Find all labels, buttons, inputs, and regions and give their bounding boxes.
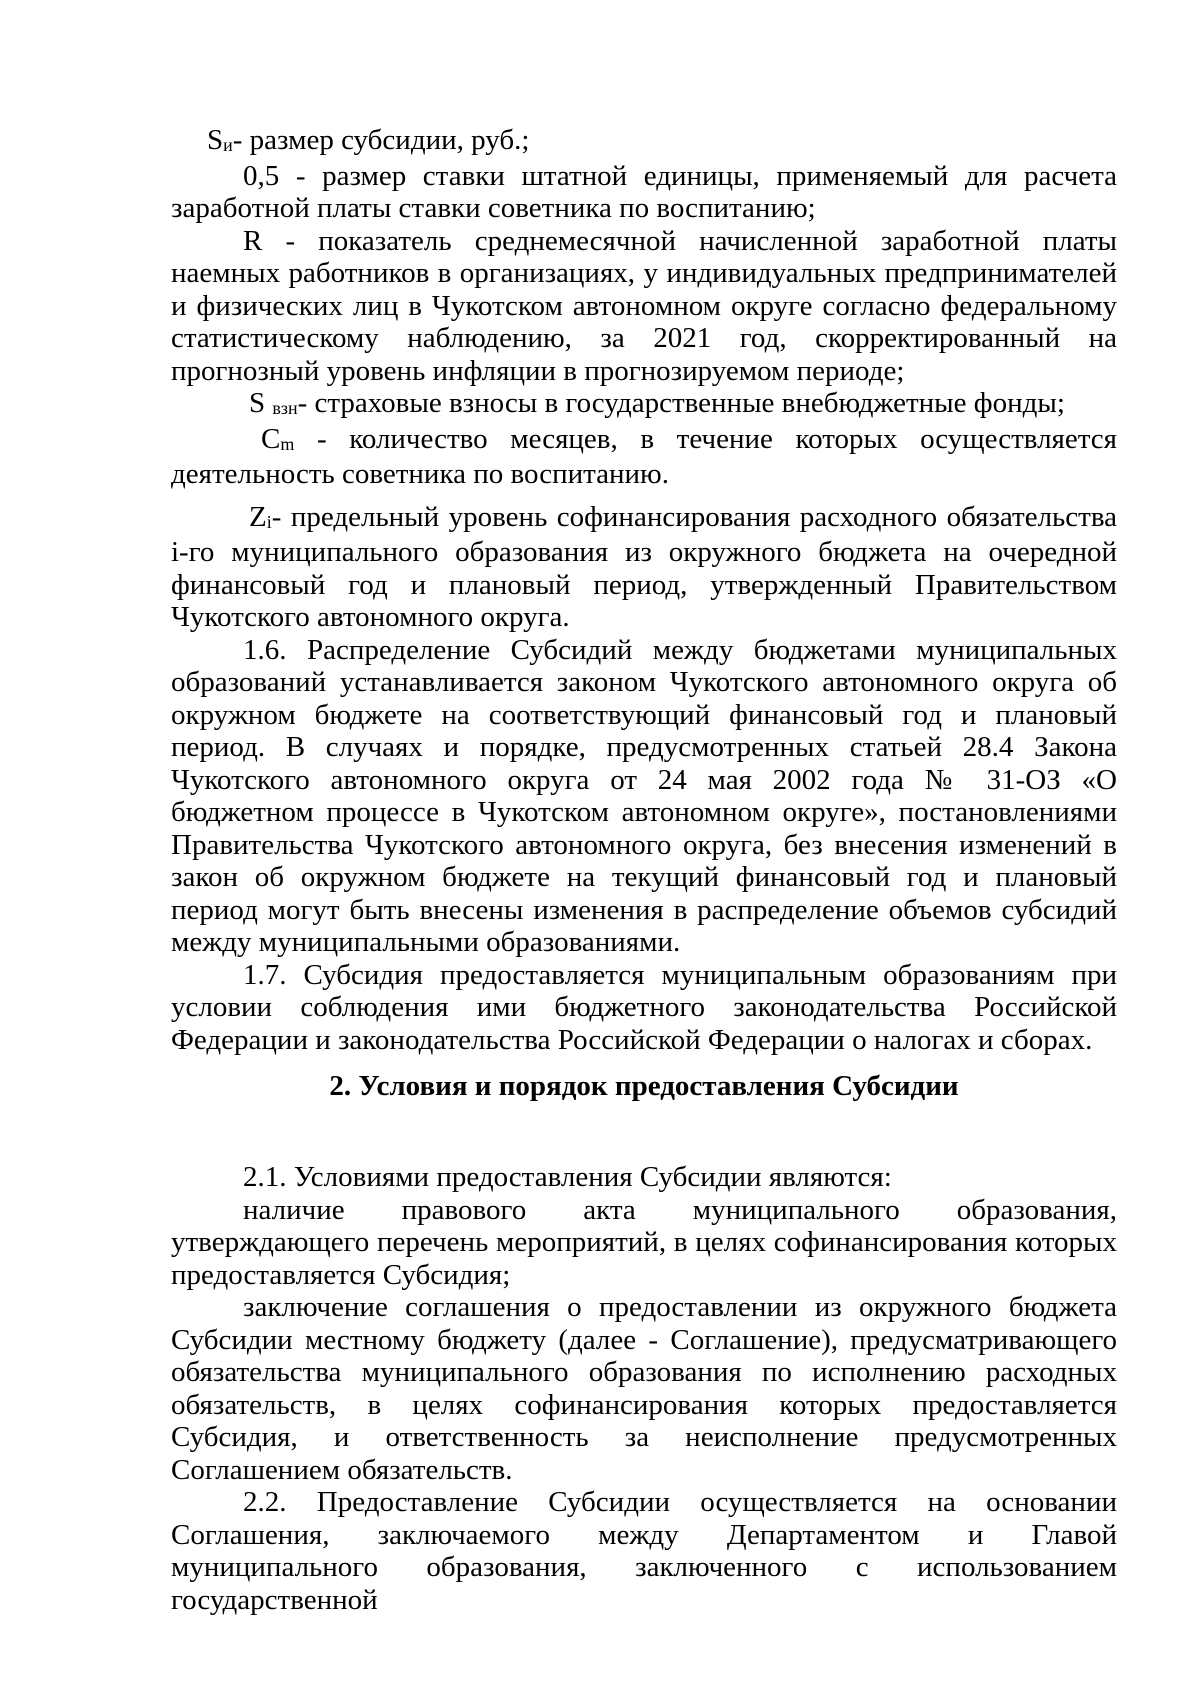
definition-cm-text: - количество месяцев, в течение которых осуществляется деятельность советника по воспитанию. (171, 422, 1117, 490)
symbol-zi-subscript: i (266, 511, 272, 532)
definition-rate: 0,5 - размер ставки штатной единицы, применяемый для расчета заработной платы ставки советника по воспитанию; (171, 159, 1117, 224)
paragraph-1-7: 1.7. Субсидия предоставляется муниципальным образованиям при условии соблюдения ими бюджетного законодательства Российской Федерации и законодательства Российской Федерации о налогах и сборах. (171, 958, 1117, 1056)
definition-si-text: - размер субсидии, руб.; (232, 124, 530, 156)
symbol-svzn-subscript: взн (272, 398, 298, 418)
definition-r: R - показатель среднемесячной начисленной заработной платы наемных работников в организациях, у индивидуальных предпринимателей и физических лиц в Чукотском автономном округе согласно федеральному статистическому наблюдению, за 2021 год, скорректированный на прогнозный уровень инфляции в прогнозируемом периоде; (171, 224, 1117, 387)
definition-svzn-text: - страховые взносы в государственные внебюджетные фонды; (297, 387, 1065, 419)
definitions-block (171, 124, 1117, 1056)
section-2-body (171, 1161, 1117, 1616)
symbol-si-subscript: и (223, 135, 233, 155)
definition-si (171, 124, 1117, 160)
symbol-si: S (207, 124, 224, 156)
definition-cm (171, 423, 1117, 491)
paragraph-2-1: 2.1. Условиями предоставления Субсидии являются: (243, 1161, 892, 1193)
symbol-zi: Z (249, 500, 267, 533)
definition-zi-text: - предельный уровень софинансирования расходного обязательства i-го муниципального образования из окружного бюджета на очередной финансовый год и плановый период, утвержденный Правительством Чукотского автономного округа. (171, 500, 1117, 633)
definition-zi (171, 501, 1117, 634)
condition-agreement: заключение соглашения о предоставлении из окружного бюджета Субсидии местному бюджету (далее - Соглашение), предусматривающего обязательства муниципального образования по исполнению расходных обязательств, в целях софинансирования которых предоставляется Субсидия, и ответственность за неисполнение предусмотренных Соглашением обязательств. (171, 1291, 1117, 1486)
paragraph-1-6: 1.6. Распределение Субсидий между бюджетами муниципальных образований устанавливается законом Чукотского автономного округа об окружном бюджете на соответствующий финансовый год и плановый период. В случаях и порядке, предусмотренных статьей 28.4 Закона Чукотского автономного округа от 24 мая 2002 года № 31-ОЗ «О бюджетном процессе в Чукотском автономном округе», постановлениями Правительства Чукотского автономного округа, без внесения изменений в закон об окружном бюджете на текущий финансовый год и плановый период могут быть внесены изменения в распределение объемов субсидий между муниципальными образованиями. (171, 633, 1117, 958)
section-2-heading: 2. Условия и порядок предоставления Субсидии (329, 1070, 959, 1102)
symbol-cm-subscript: m (280, 433, 295, 454)
condition-legal-act: наличие правового акта муниципального образования, утверждающего перечень мероприятий, в целях софинансирования которых предоставляется Субсидия; (171, 1193, 1117, 1291)
symbol-svzn: S (249, 387, 266, 419)
definition-svzn (171, 387, 1117, 423)
symbol-cm: C (261, 422, 281, 455)
paragraph-2-2: 2.2. Предоставление Субсидии осуществляется на основании Соглашения, заключаемого между Департаментом и Главой муниципального образования, заключенного с использованием государственной (171, 1486, 1117, 1616)
